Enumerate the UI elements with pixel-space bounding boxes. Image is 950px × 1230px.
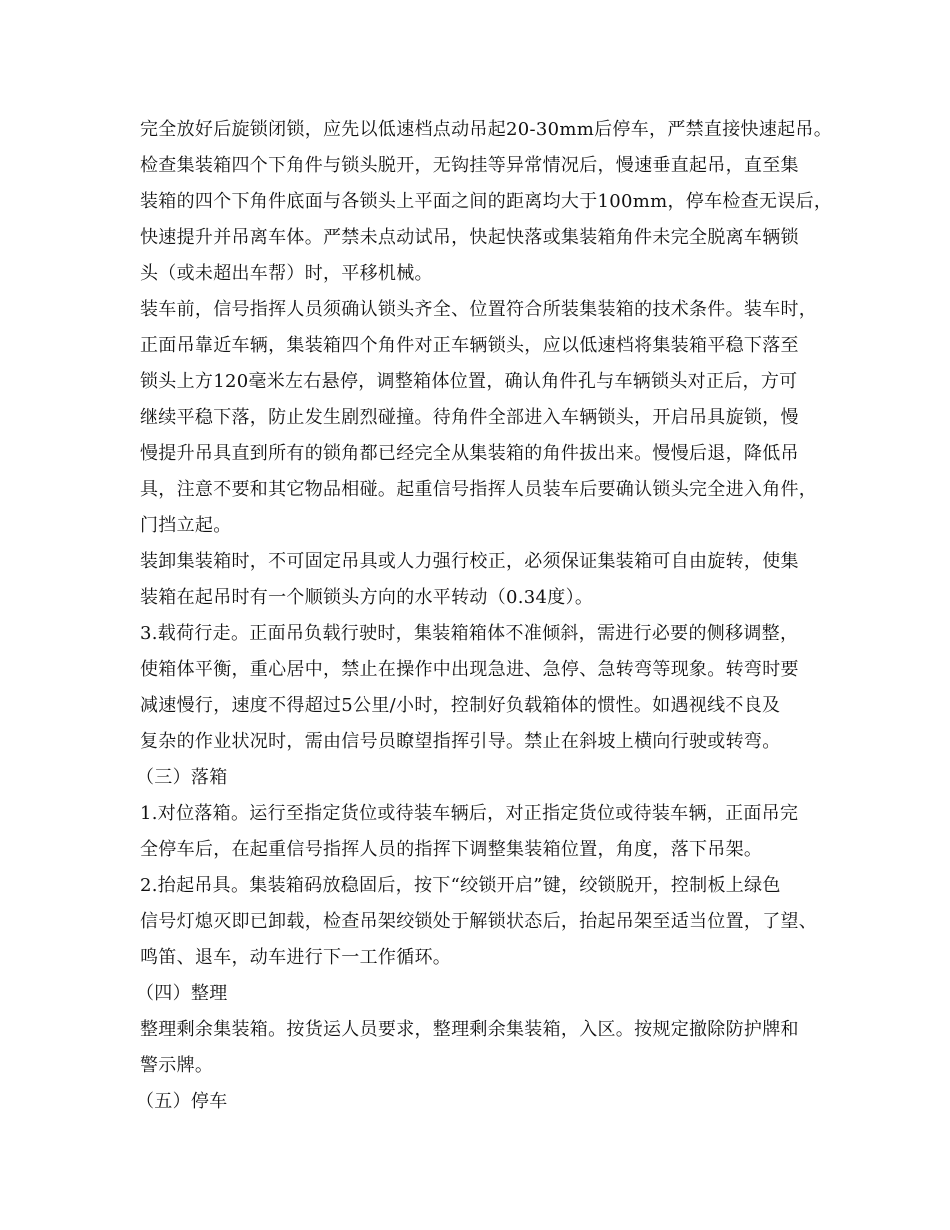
document-body xyxy=(136,112,833,1120)
text-line: 1.对位落箱。运行至指定货位或待装车辆后，对正指定货位或待装车辆，正面吊完 xyxy=(140,803,799,824)
text-line: 头（或未超出车帮）时，平移机械。 xyxy=(140,263,433,284)
section-heading: （三）落箱 xyxy=(136,767,228,788)
text-line: 装卸集装箱时，不可固定吊具或人力强行校正，必须保证集装箱可自由旋转，使集 xyxy=(140,551,799,572)
text-line: 完全放好后旋锁闭锁，应先以低速档点动吊起20-30mm后停车，严禁直接快速起吊。 xyxy=(140,119,833,140)
text-line: 装箱在起吊时有一个顺锁头方向的水平转动（0.34度）。 xyxy=(140,587,594,608)
text-line: 正面吊靠近车辆，集装箱四个角件对正车辆锁头，应以低速档将集装箱平稳下落至 xyxy=(140,335,799,356)
text-line: 全停车后，在起重信号指挥人员的指挥下调整集装箱位置，角度，落下吊架。 xyxy=(140,839,763,860)
section-heading: （五）停车 xyxy=(136,1091,228,1112)
text-line: 门挡立起。 xyxy=(140,515,232,536)
text-line: 装箱的四个下角件底面与各锁头上平面之间的距离均大于100mm，停车检查无误后， xyxy=(140,191,833,212)
text-line: 锁头上方120毫米左右悬停，调整箱体位置，确认角件孔与车辆锁头对正后，方可 xyxy=(140,371,798,392)
text-line: 具，注意不要和其它物品相碰。起重信号指挥人员装车后要确认锁头完全进入角件， xyxy=(140,479,818,500)
text-line: 慢提升吊具直到所有的锁角都已经完全从集装箱的角件拔出来。慢慢后退，降低吊 xyxy=(140,443,799,464)
text-line: 整理剩余集装箱。按货运人员要求，整理剩余集装箱，入区。按规定撤除防护牌和 xyxy=(140,1019,799,1040)
text-line: 继续平稳下落，防止发生剧烈碰撞。待角件全部进入车辆锁头，开启吊具旋锁，慢 xyxy=(140,407,799,428)
text-line: 鸣笛、退车，动车进行下一工作循环。 xyxy=(140,947,452,968)
text-line: 装车前，信号指挥人员须确认锁头齐全、位置符合所装集装箱的技术条件。装车时， xyxy=(140,299,818,320)
section-heading: （四）整理 xyxy=(136,983,228,1004)
text-line: 检查集装箱四个下角件与锁头脱开，无钩挂等异常情况后，慢速垂直起吊，直至集 xyxy=(140,155,799,176)
text-line: 3.载荷行走。正面吊负载行驶时，集装箱箱体不准倾斜，需进行必要的侧移调整， xyxy=(140,623,799,644)
text-line: 2.抬起吊具。集装箱码放稳固后，按下“绞锁开启”键，绞锁脱开，控制板上绿色 xyxy=(140,875,781,896)
text-line: 减速慢行，速度不得超过5公里/小时，控制好负载箱体的惯性。如遇视线不良及 xyxy=(140,695,781,716)
text-line: 使箱体平衡，重心居中，禁止在操作中出现急进、急停、急转弯等现象。转弯时要 xyxy=(140,659,799,680)
text-line: 警示牌。 xyxy=(140,1055,214,1076)
text-line: 快速提升并吊离车体。严禁未点动试吊，快起快落或集装箱角件未完全脱离车辆锁 xyxy=(140,227,799,248)
text-line: 信号灯熄灭即已卸载，检查吊架绞锁处于解锁状态后，抬起吊架至适当位置，了望、 xyxy=(140,911,818,932)
text-line: 复杂的作业状况时，需由信号员瞭望指挥引导。禁止在斜坡上横向行驶或转弯。 xyxy=(140,731,781,752)
